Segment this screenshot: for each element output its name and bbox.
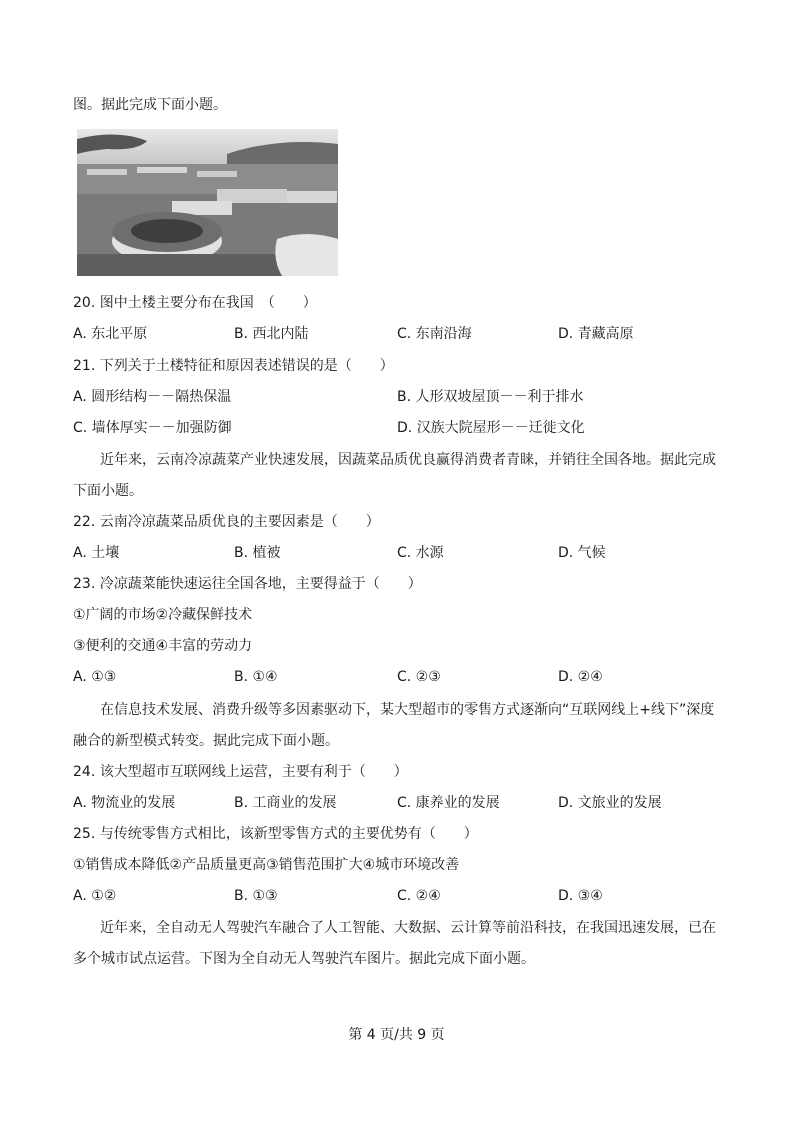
q22-option-b[interactable]: B. 植被 — [234, 545, 281, 561]
question-24-stem: 24. 该大型超市互联网线上运营，主要有利于（ ） — [73, 764, 408, 780]
q25-option-d[interactable]: D. ③④ — [558, 888, 603, 904]
question-22-stem: 22. 云南冷凉蔬菜品质优良的主要因素是（ ） — [73, 514, 380, 530]
q20-option-d[interactable]: D. 青藏高原 — [558, 326, 634, 342]
q25-items-line-1: ①销售成本降低②产品质量更高③销售范围扩大④城市环境改善 — [73, 857, 460, 873]
q20-option-b[interactable]: B. 西北内陆 — [234, 326, 309, 342]
q23-option-c[interactable]: C. ②③ — [397, 669, 441, 685]
q25-option-c[interactable]: C. ②④ — [397, 888, 441, 904]
q20-option-c[interactable]: C. 东南沿海 — [397, 326, 472, 342]
q22-option-c[interactable]: C. 水源 — [397, 545, 444, 561]
passage-autonomous-line-1: 近年来，全自动无人驾驶汽车融合了人工智能、大数据、云计算等前沿科技，在我国迅速发展，已在 — [100, 920, 716, 936]
question-20-stem: 20. 图中土楼主要分布在我国 （ ） — [73, 295, 317, 311]
passage-autonomous-line-2: 多个城市试点运营。下图为全自动无人驾驶汽车图片。据此完成下面小题。 — [73, 951, 535, 967]
q22-option-a[interactable]: A. 土壤 — [73, 545, 120, 561]
tulou-photo — [77, 129, 338, 276]
q24-option-a[interactable]: A. 物流业的发展 — [73, 795, 176, 811]
q23-items-line-2: ③便利的交通④丰富的劳动力 — [73, 638, 253, 654]
q24-option-d[interactable]: D. 文旅业的发展 — [558, 795, 662, 811]
q25-option-a[interactable]: A. ①② — [73, 888, 117, 904]
question-25-stem: 25. 与传统零售方式相比，该新型零售方式的主要优势有（ ） — [73, 826, 478, 842]
tulou-photo-image — [77, 129, 338, 276]
q20-option-a[interactable]: A. 东北平原 — [73, 326, 148, 342]
page-number-footer: 第 4 页/共 9 页 — [348, 1027, 445, 1043]
q23-option-d[interactable]: D. ②④ — [558, 669, 603, 685]
question-21-stem: 21. 下列关于土楼特征和原因表述错误的是（ ） — [73, 358, 394, 374]
q21-option-a[interactable]: A. 圆形结构－－隔热保温 — [73, 389, 232, 405]
q21-option-b[interactable]: B. 人形双坡屋顶－－利于排水 — [397, 389, 584, 405]
q25-option-b[interactable]: B. ①③ — [234, 888, 278, 904]
intro-tail-text: 图。据此完成下面小题。 — [73, 97, 227, 113]
q22-option-d[interactable]: D. 气候 — [558, 545, 606, 561]
q21-option-c[interactable]: C. 墙体厚实－－加强防御 — [73, 420, 232, 436]
passage-supermarket-line-1: 在信息技术发展、消费升级等多因素驱动下，某大型超市的零售方式逐渐向“互联网线上+线下”深度 — [100, 702, 715, 718]
q23-option-a[interactable]: A. ①③ — [73, 669, 117, 685]
passage-vegetables-line-2: 下面小题。 — [73, 483, 143, 499]
q21-option-d[interactable]: D. 汉族大院屋形－－迁徙文化 — [397, 420, 585, 436]
q23-option-b[interactable]: B. ①④ — [234, 669, 278, 685]
q24-option-c[interactable]: C. 康养业的发展 — [397, 795, 500, 811]
question-23-stem: 23. 冷凉蔬菜能快速运往全国各地，主要得益于（ ） — [73, 576, 422, 592]
q23-items-line-1: ①广阔的市场②冷藏保鲜技术 — [73, 607, 253, 623]
q24-option-b[interactable]: B. 工商业的发展 — [234, 795, 337, 811]
passage-supermarket-line-2: 融合的新型模式转变。据此完成下面小题。 — [73, 733, 339, 749]
passage-vegetables-line-1: 近年来，云南冷凉蔬菜产业快速发展，因蔬菜品质优良赢得消费者青睐，并销往全国各地。据此完成 — [100, 452, 716, 468]
